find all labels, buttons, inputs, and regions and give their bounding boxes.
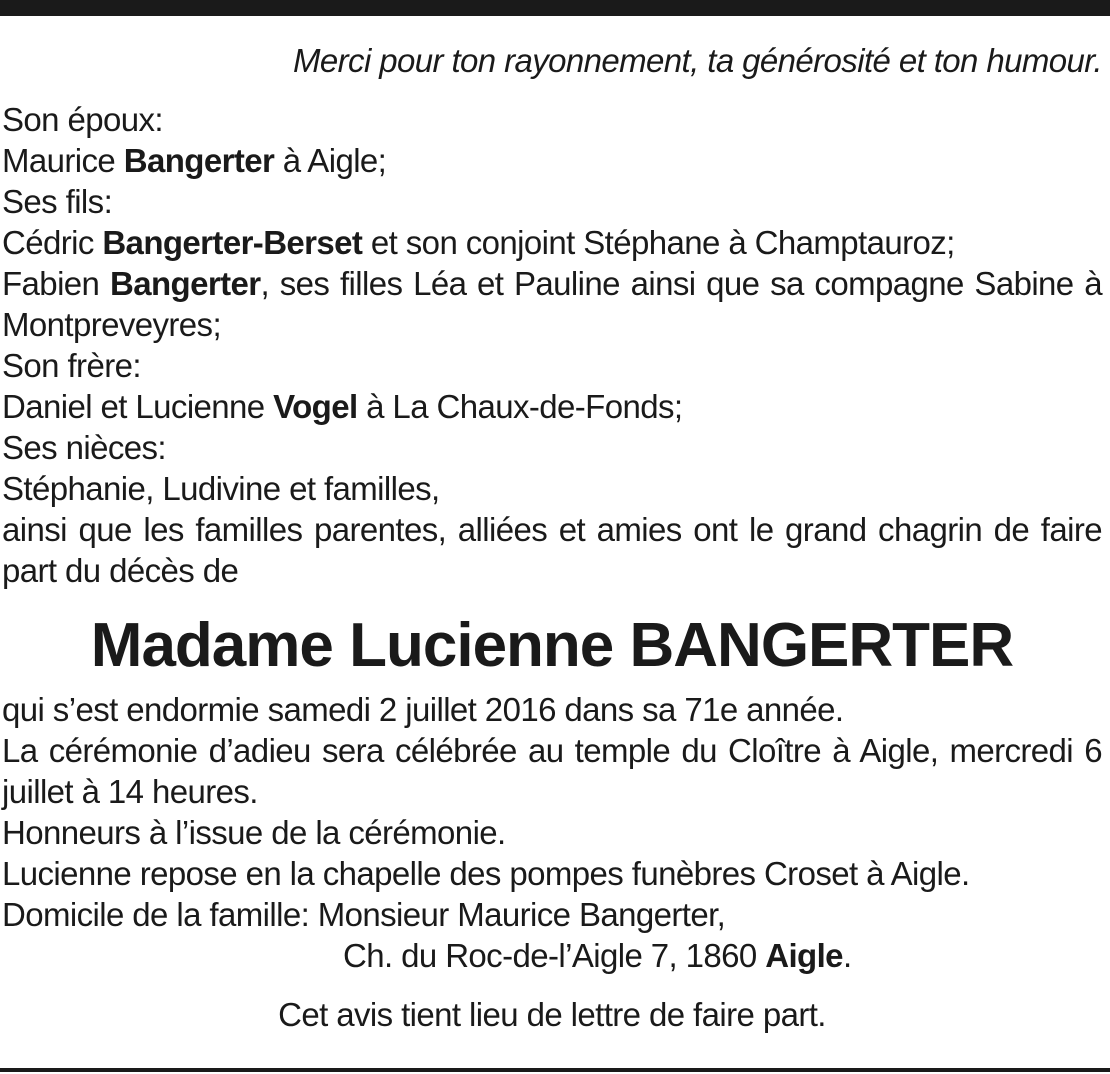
- honours-line: Honneurs à l’issue de la cérémonie.: [2, 814, 506, 851]
- nieces-heading: Ses nièces:: [2, 429, 166, 466]
- announcement: ainsi que les familles parentes, alliées et amies ont le grand chagrin de faire part du décès de: [2, 511, 1102, 589]
- obituary-notice: [2, 40, 1102, 1035]
- son1-rest: et son conjoint Stéphane à Champtauroz;: [362, 224, 955, 261]
- ceremony-line: La cérémonie d’adieu sera célébrée au temple du Cloître à Aigle, mercredi 6 juillet à 14 heures.: [2, 732, 1102, 810]
- son1-line: [2, 222, 1102, 263]
- death-line: qui s’est endormie samedi 2 juillet 2016 dans sa 71e année.: [2, 691, 844, 728]
- brother-first: Daniel et Lucienne: [2, 388, 274, 425]
- bottom-border: [0, 1068, 1110, 1072]
- son2-line: [2, 263, 1102, 345]
- brother-rest: à La Chaux-de-Fonds;: [357, 388, 683, 425]
- spouse-last: Bangerter: [123, 142, 275, 179]
- closing-note: Cet avis tient lieu de lettre de faire part.: [278, 996, 826, 1033]
- spouse-line: [2, 140, 1102, 181]
- son2-first: Fabien: [2, 265, 110, 302]
- brother-line: [2, 386, 1102, 427]
- top-border: [0, 0, 1110, 16]
- motto: Merci pour ton rayonnement, ta générosité et ton humour.: [293, 42, 1102, 79]
- brother-last: Vogel: [273, 388, 358, 425]
- rests-line: Lucienne repose en la chapelle des pompes funèbres Croset à Aigle.: [2, 855, 970, 892]
- address-line: [2, 935, 1102, 976]
- spouse-first: Maurice: [2, 142, 124, 179]
- domicile-line: Domicile de la famille: Monsieur Maurice Bangerter,: [2, 896, 726, 933]
- son2-rest: , ses filles Léa et Pauline ainsi que sa compagne Sabine à Montpreveyres;: [2, 265, 1102, 343]
- nieces-line: Stéphanie, Ludivine et familles,: [2, 470, 440, 507]
- deceased-name: Madame Lucienne BANGERTER: [90, 611, 1014, 680]
- spouse-rest: à Aigle;: [274, 142, 387, 179]
- address-city: Aigle: [765, 937, 843, 974]
- sons-heading: Ses fils:: [2, 183, 113, 220]
- address-suffix: .: [842, 937, 852, 974]
- son1-first: Cédric: [2, 224, 103, 261]
- son1-last: Bangerter-Berset: [102, 224, 363, 261]
- address-prefix: Ch. du Roc-de-l’Aigle 7, 1860: [343, 937, 766, 974]
- spouse-heading: Son époux:: [2, 101, 163, 138]
- brother-heading: Son frère:: [2, 347, 141, 384]
- son2-last: Bangerter: [110, 265, 261, 302]
